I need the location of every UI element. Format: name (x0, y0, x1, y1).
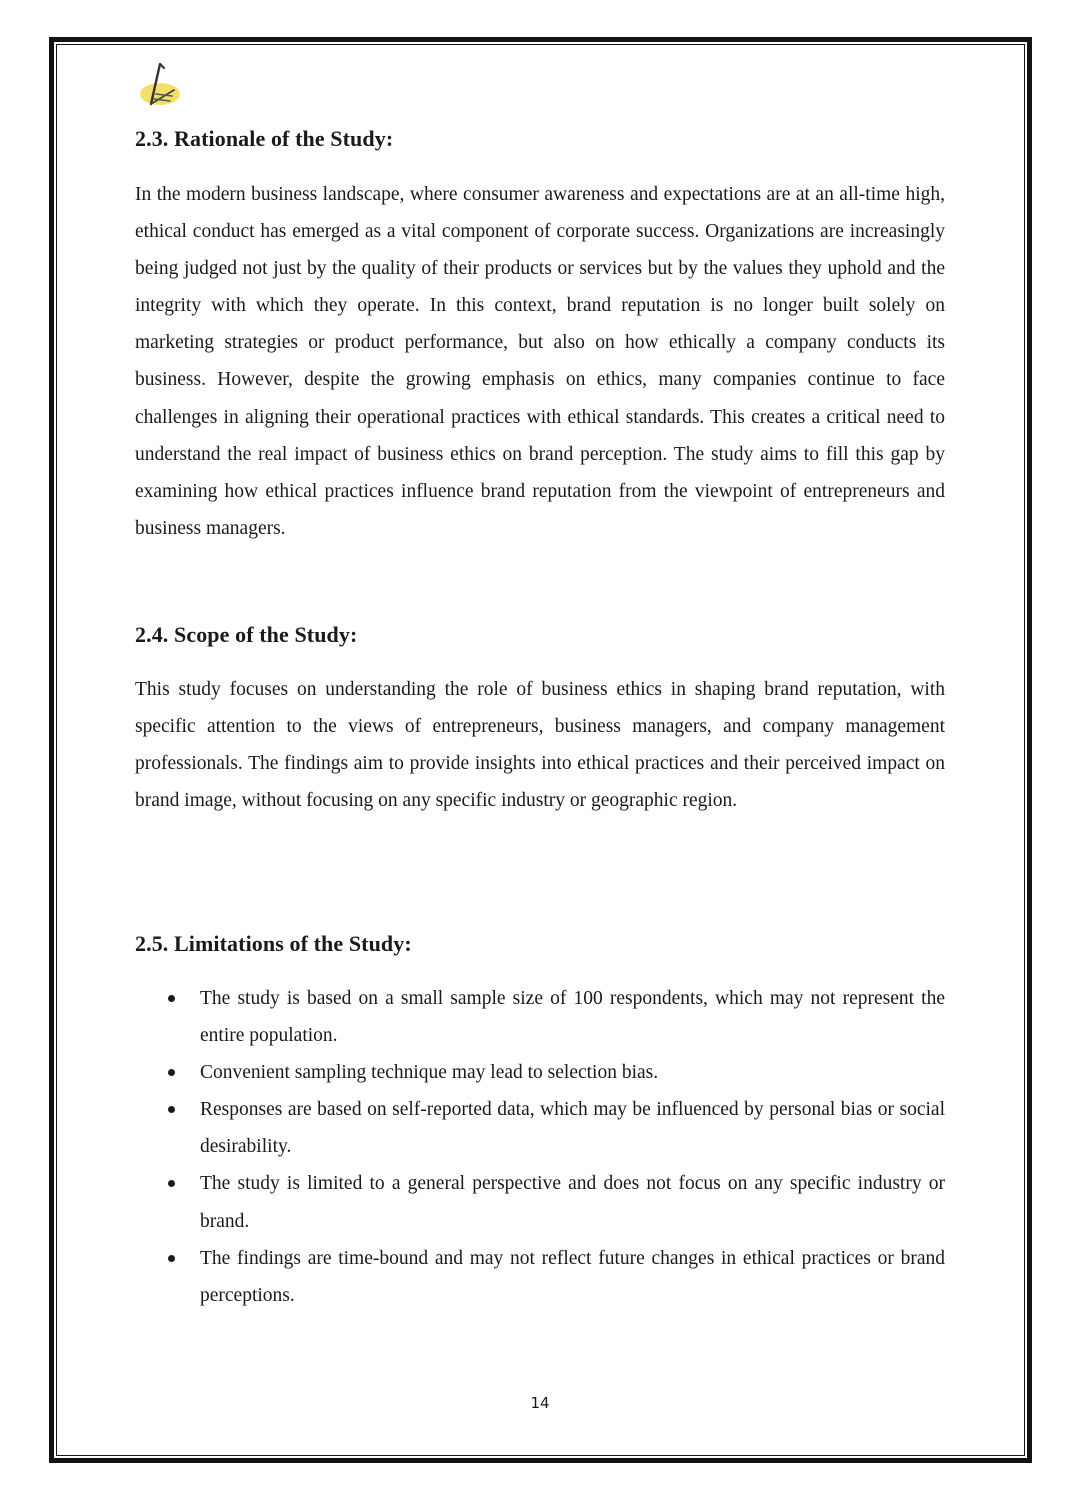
list-item (135, 980, 945, 1054)
scope-heading: 2.4. Scope of the Study: (135, 622, 358, 647)
bullet-icon (168, 1255, 175, 1262)
list-item-text: The study is limited to a general perspective and does not focus on any specific industry or brand. (200, 1173, 945, 1232)
bullet-icon (168, 995, 175, 1002)
rationale-paragraph: In the modern business landscape, where consumer awareness and expectations are at an all-time high, ethical conduct has emerged as a vital component of corporate success. Organizations are increasingly being judged not just by the quality of their products or services but by the values they uphold and the integrity with which they operate. In this context, brand reputation is no longer built solely on marketing strategies or product performance, but also on how ethically a company conducts its business. However, despite the growing emphasis on ethics, many companies continue to face challenges in aligning their operational practices with ethical standards. This creates a critical need to understand the real impact of business ethics on brand perception. The study aims to fill this gap by examining how ethical practices influence brand reputation from the viewpoint of entrepreneurs and business managers. (135, 184, 945, 539)
list-item (135, 1240, 945, 1314)
bullet-icon (168, 1069, 175, 1076)
list-item-text: The study is based on a small sample size of 100 respondents, which may not represent the entire population. (200, 988, 945, 1047)
pen-icon (136, 60, 190, 108)
limitations-section (135, 930, 945, 958)
list-item-text: Convenient sampling technique may lead to selection bias. (200, 1062, 659, 1084)
rationale-section (135, 125, 945, 153)
list-item-text: Responses are based on self-reported data, which may be influenced by personal bias or social desirability. (200, 1099, 945, 1158)
list-item (135, 1054, 945, 1091)
list-item (135, 1165, 945, 1239)
rationale-heading: 2.3. Rationale of the Study: (135, 126, 394, 151)
scope-section (135, 621, 945, 649)
bullet-icon (168, 1180, 175, 1187)
list-item (135, 1091, 945, 1165)
bullet-icon (168, 1106, 175, 1113)
limitations-list (135, 980, 945, 1314)
page-number: 14 (530, 1394, 550, 1412)
scope-paragraph: This study focuses on understanding the role of business ethics in shaping brand reputation, with specific attention to the views of entrepreneurs, business managers, and company management professionals. The findings aim to provide insights into ethical practices and their perceived impact on brand image, without focusing on any specific industry or geographic region. (135, 679, 945, 812)
limitations-heading: 2.5. Limitations of the Study: (135, 931, 412, 956)
list-item-text: The findings are time-bound and may not reflect future changes in ethical practices or brand perceptions. (200, 1247, 945, 1306)
